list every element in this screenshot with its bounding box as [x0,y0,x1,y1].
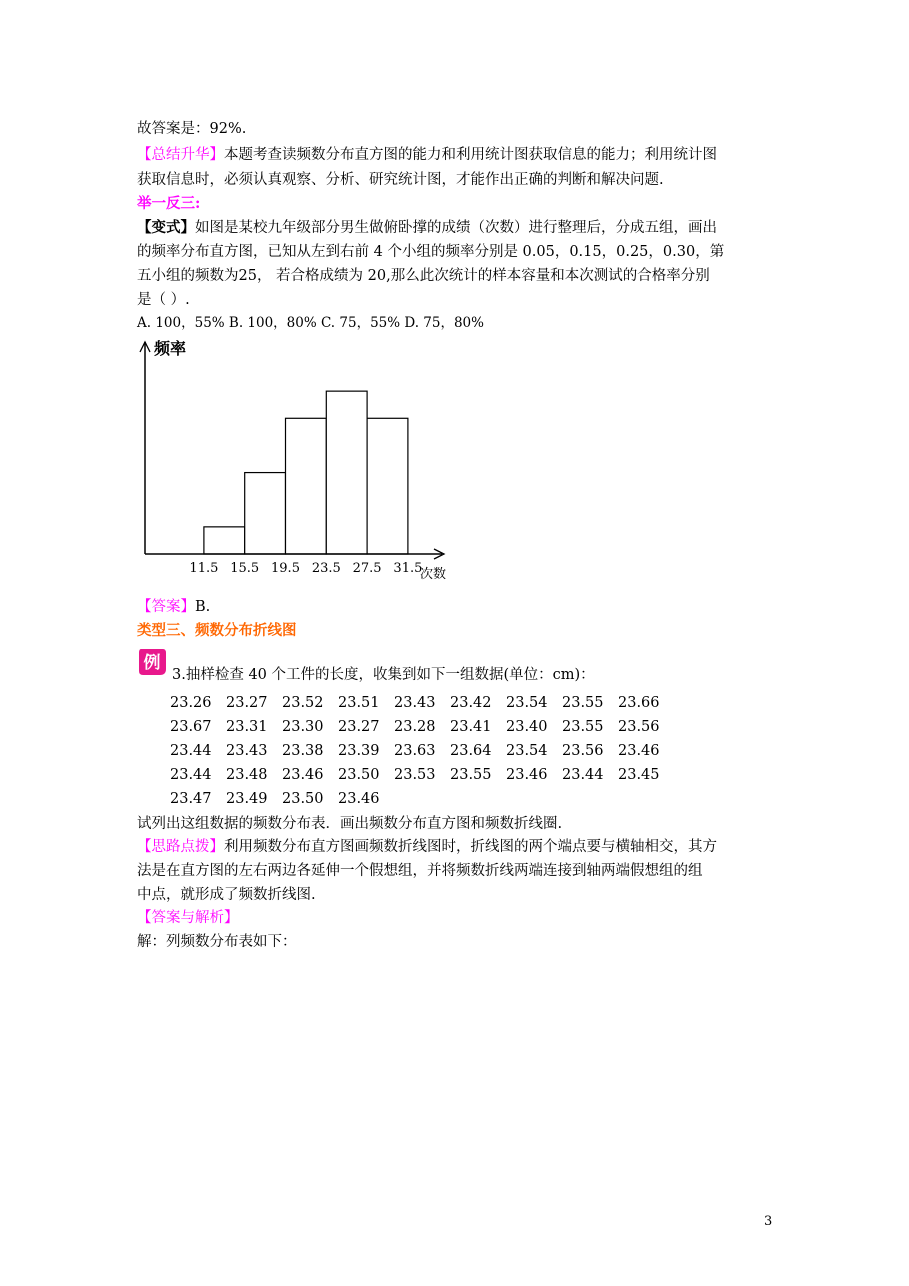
data-cell: 23.41 [450,719,492,735]
data-cell: 23.55 [562,719,604,735]
data-cell: 23.51 [338,695,380,711]
hint-tag: 【思路点拨】 [137,839,224,855]
data-cell: 23.55 [450,767,492,783]
hint-line-2: 法是在直方图的左右两边各延伸一个假想组，并将频数折线两端连接到轴两端假想组的组 [137,863,703,879]
data-cell: 23.56 [618,719,660,735]
data-cell: 23.56 [562,743,604,759]
variant-line-1 [137,218,717,238]
data-cell: 23.26 [170,695,212,711]
data-cell: 23.50 [282,791,324,807]
histogram-bar [286,418,327,554]
data-cell: 23.27 [338,719,380,735]
data-row [170,717,674,737]
data-cell: 23.67 [170,719,212,735]
histogram-bar [367,418,408,554]
data-cell: 23.63 [394,743,436,759]
data-cell: 23.48 [226,767,268,783]
data-row [170,765,674,785]
data-cell: 23.46 [338,791,380,807]
hint-line-3: 中点，就形成了频数折线图. [137,887,316,903]
data-cell: 23.45 [618,767,660,783]
summary-tag: 【总结升华】 [137,147,224,163]
solution-tag-line: 【答案与解析】 [137,910,239,926]
data-cell: 23.50 [338,767,380,783]
summary-paragraph-line-2: 获取信息时，必须认真观察、分析、研究统计图，才能作出正确的判断和解决问题. [137,172,664,188]
x-tick-label: 11.5 [189,561,219,576]
data-cell: 23.38 [282,743,324,759]
data-cell: 23.30 [282,719,324,735]
data-row [170,693,674,713]
answer-tag: 【答案】 [137,599,195,615]
data-cell: 23.52 [282,695,324,711]
page-number: 3 [764,1214,773,1229]
data-cell: 23.31 [226,719,268,735]
data-cell: 23.46 [506,767,548,783]
data-cell: 23.43 [226,743,268,759]
data-cell: 23.46 [618,743,660,759]
x-tick-label: 19.5 [271,561,300,576]
data-cell: 23.40 [506,719,548,735]
x-tick-label: 31.5 [393,561,423,576]
variant-line-3: 五小组的频数为25， 若合格成绩为 20,那么此次统计的样本容量和本次测试的合格率分别 [137,268,710,284]
data-cell: 23.39 [338,743,380,759]
data-cell: 23.44 [170,767,212,783]
x-tick-label: 23.5 [311,561,341,576]
y-axis-label: 频率 [154,339,187,358]
data-cell: 23.64 [450,743,492,759]
task-line: 试列出这组数据的频数分布表．画出频数分布直方图和频数折线圈. [137,816,563,832]
hint-line-1 [137,837,717,857]
answer-line: 故答案是：92%. [137,121,247,137]
data-cell: 23.49 [226,791,268,807]
histogram-bar [245,473,286,554]
x-tick-label: 27.5 [352,561,382,576]
x-axis-label: 次数 [420,567,447,582]
options-line: A. 100，55% B. 100，80% C. 75，55% D. 75，80% [137,315,484,331]
data-cell: 23.53 [394,767,436,783]
data-cell: 23.46 [282,767,324,783]
practice-heading: 举一反三: [137,195,201,212]
data-cell: 23.44 [562,767,604,783]
answer-line-2 [137,597,210,617]
example-line: 3.抽样检查 40 个工件的长度，收集到如下一组数据(单位：cm)： [172,667,595,683]
data-cell: 23.47 [170,791,212,807]
x-tick-label: 15.5 [230,561,260,576]
data-cell: 23.27 [226,695,268,711]
data-cell: 23.42 [450,695,492,711]
variant-text-1: 如图是某校九年级部分男生做俯卧撑的成绩（次数）进行整理后，分成五组，画出 [195,220,717,236]
data-cell: 23.44 [170,743,212,759]
data-cell: 23.54 [506,695,548,711]
solution-line: 解：列频数分布表如下： [137,934,297,950]
histogram-bar [204,527,245,554]
type-heading: 类型三、频数分布折线图 [137,622,297,639]
example-badge-icon [137,647,167,677]
example-badge-label: 例 [143,653,161,673]
data-cell: 23.54 [506,743,548,759]
summary-text-1: 本题考查读频数分布直方图的能力和利用统计图获取信息的能力；利用统计图 [224,147,717,163]
data-cell: 23.43 [394,695,436,711]
hint-text-1: 利用频数分布直方图画频数折线图时，折线图的两个端点要与横轴相交，其方 [224,839,717,855]
data-row [170,741,674,761]
data-row [170,789,394,809]
histogram-bar [326,391,367,554]
variant-line-4: 是（ ）. [137,292,190,308]
frequency-histogram [130,334,460,584]
answer-value: B. [195,599,211,615]
data-cell: 23.55 [562,695,604,711]
data-cell: 23.66 [618,695,660,711]
data-cell: 23.28 [394,719,436,735]
summary-paragraph-line-1 [137,145,717,165]
variant-tag: 【变式】 [137,219,195,236]
variant-line-2: 的频率分布直方图，已知从左到右前 4 个小组的频率分别是 0.05，0.15，0.25，0.30，第 [137,244,725,260]
